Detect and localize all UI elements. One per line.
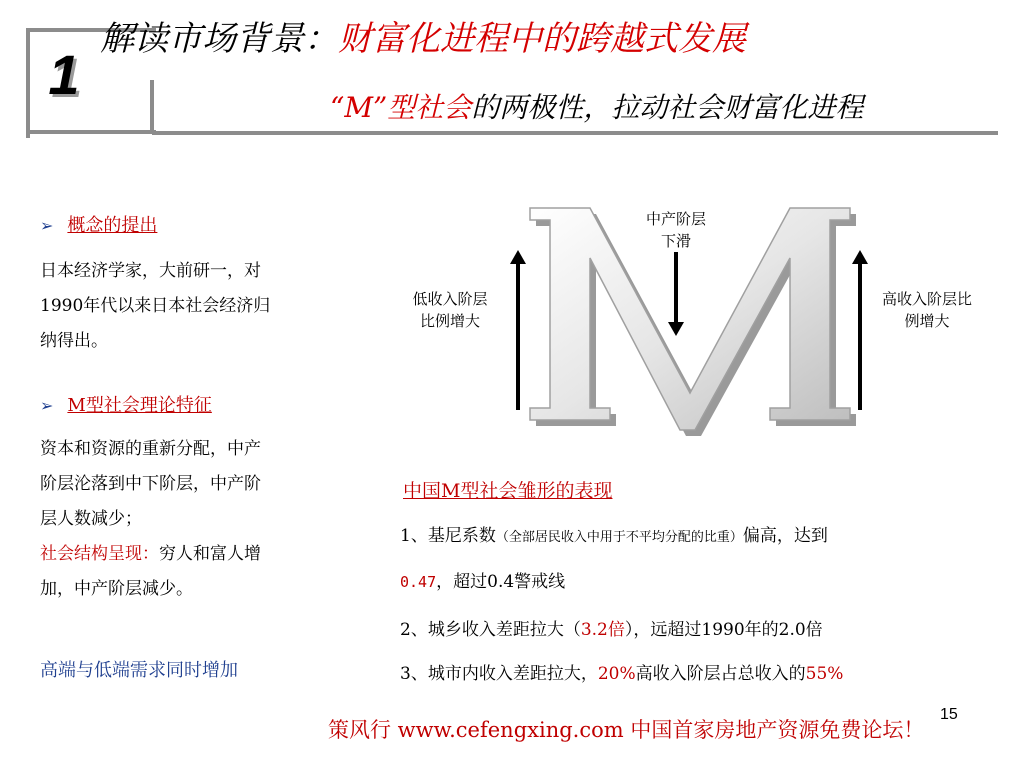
item2-text: 2、城乡收入差距拉大（ [400, 620, 581, 640]
item1-text-c: ，超过0.4警戒线 [436, 572, 566, 592]
section2-heading [40, 394, 212, 418]
middle-class-label [626, 208, 726, 252]
china-item-3 [400, 662, 843, 686]
high-income-label [862, 288, 992, 332]
middle-class-label-line: 下滑 [660, 232, 691, 250]
page-number: 15 [940, 706, 958, 723]
low-income-label-line: 低收入阶层 [412, 290, 488, 308]
high-income-label-line: 例增大 [904, 312, 950, 330]
income-share-value: 55% [805, 664, 844, 684]
page-title [100, 14, 746, 64]
number-frame-bottom [26, 130, 156, 134]
section2-body [40, 432, 340, 607]
section1-heading [40, 214, 157, 238]
footer-text: 策风行 www.cefengxing.com 中国首家房地产资源免费论坛！ [328, 718, 925, 742]
section2-line: 层人数减少； [40, 509, 142, 529]
item2-text-b: ），远超过1990年的2.0倍 [624, 620, 823, 640]
china-item-1 [400, 524, 828, 550]
urban-rural-gap-value: 3.2倍 [580, 620, 625, 640]
section1-line: 纳得出。 [40, 331, 108, 351]
up-arrow-icon [508, 250, 528, 410]
structure-text: 穷人和富人增 [159, 544, 261, 564]
section1-title: 概念的提出 [67, 215, 158, 236]
arrow-right-icon: ➢ [40, 396, 54, 415]
page-subtitle [330, 86, 863, 130]
header-divider [152, 131, 998, 135]
item3-text-b: 高收入阶层占总收入的 [635, 664, 806, 684]
item1-text: 1、基尼系数 [400, 526, 496, 546]
number-frame-right [150, 80, 154, 134]
subtitle-highlight: “M”型社会 [330, 91, 472, 124]
section2-title: M型社会理论特征 [67, 395, 212, 416]
subtitle-plain: 的两极性，拉动社会财富化进程 [471, 91, 864, 124]
structure-line-2: 加，中产阶层减少。 [40, 579, 193, 599]
china-item-2 [400, 618, 823, 642]
high-income-share-value: 20% [597, 664, 636, 684]
item1-note: （全部居民收入中用于不平均分配的比重） [495, 530, 743, 545]
conclusion-text: 高端与低端需求同时增加 [40, 660, 238, 681]
section2-line: 资本和资源的重新分配，中产 [40, 439, 261, 459]
high-income-label-line: 高收入阶层比 [881, 290, 972, 308]
section1-body [40, 254, 340, 359]
gini-value: 0.47 [400, 573, 437, 591]
item1-text-b: 偏高，达到 [742, 526, 828, 546]
section1-line: 日本经济学家，大前研一，对 [40, 261, 261, 281]
china-item-1-cont [400, 570, 565, 594]
low-income-label-line: 比例增大 [419, 312, 480, 330]
title-highlight: 财富化进程中的跨越式发展 [338, 19, 746, 59]
low-income-label [390, 288, 510, 332]
structure-line [40, 537, 340, 572]
down-arrow-icon [666, 252, 686, 336]
item3-text: 3、城市内收入差距拉大， [400, 664, 598, 684]
title-plain: 解读市场背景： [100, 19, 338, 59]
middle-class-label-line: 中产阶层 [645, 210, 706, 228]
china-section-title: 中国M型社会雏形的表现 [403, 480, 613, 502]
section1-line: 1990年代以来日本社会经济归 [40, 296, 271, 316]
section2-line: 阶层沦落到中下阶层，中产阶 [40, 474, 261, 494]
structure-label: 社会结构呈现： [40, 544, 159, 564]
section-number: 1 [48, 43, 80, 106]
arrow-right-icon: ➢ [40, 216, 54, 235]
